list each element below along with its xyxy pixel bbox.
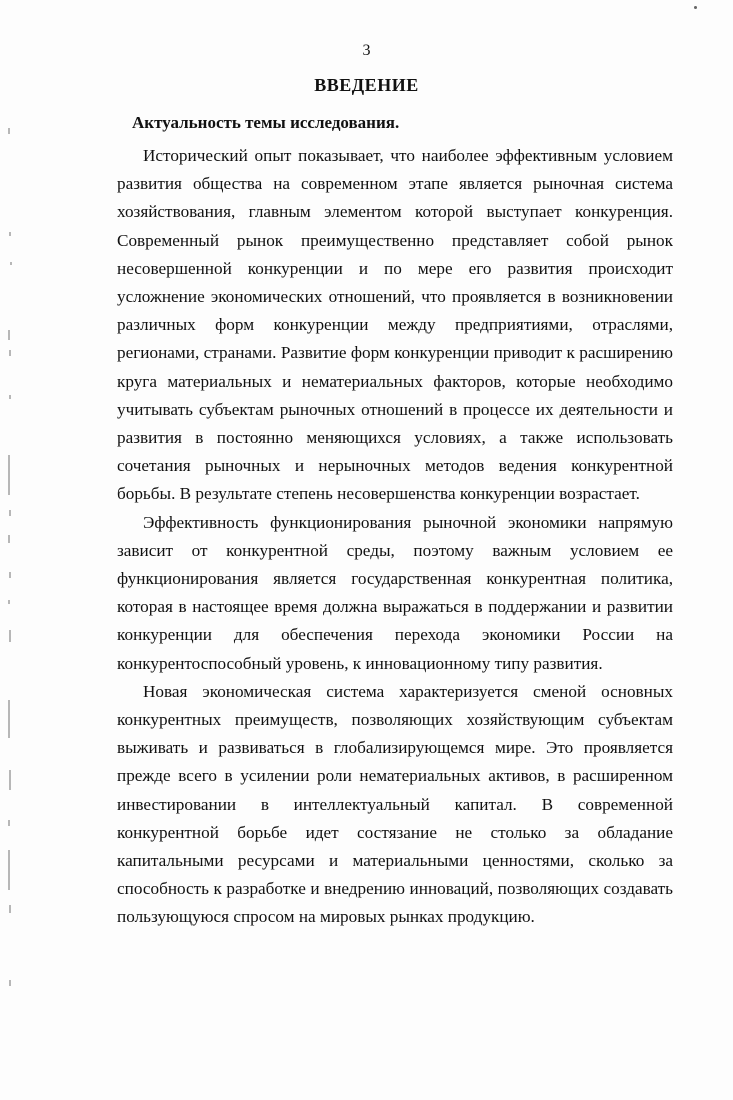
body-text [117, 142, 673, 932]
paragraph-2: Эффективность функционирования рыночной экономики напрямую зависит от конкурентной среды, поэтому важным условием ее функционирования является государственная конкурентная политика, которая в настоящее время должна выражаться в поддержании и развитии конкуренции для обеспечения перехода экономики России на конкурентоспособный уровень, к инновационному типу развития. [117, 512, 673, 673]
subsection-heading: Актуальность темы исследования. [132, 113, 400, 132]
paragraph-3: Новая экономическая система характеризуется сменой основных конкурентных преимуществ, позволяющих хозяйствующим субъектам выживать и развиваться в глобализирующемся мире. Это проявляется прежде всего в усилении роли нематериальных активов, в расширенном инвестировании в интеллектуальный капитал. В современной конкурентной борьбе идет состязание не столько за обладание капитальными ресурсами и материальными ценностями, сколько за способность к разработке и внедрению инноваций, позволяющих создавать пользующуюся спросом на мировых рынках продукцию. [117, 681, 673, 927]
scan-artifact [694, 6, 697, 9]
paragraph-1: Исторический опыт показывает, что наиболее эффективным условием развития общества на современном этапе является рыночная система хозяйствования, главным элементом которой выступает конкуренция. Современный рынок преимущественно представляет собой рынок несовершенной конкуренции и по мере его развития происходит усложнение экономических отношений, что проявляется в возникновении различных форм конкуренции между предприятиями, отраслями, регионами, странами. Развитие форм конкуренции приводит к расширению круга материальных и нематериальных факторов, которые необходимо учитывать субъектам рыночных отношений в процессе их деятельности и развития в постоянно меняющихся условиях, а также использовать сочетания рыночных и нерыночных методов ведения конкурентной борьбы. В результате степень несовершенства конкуренции возрастает. [117, 146, 673, 504]
scan-margin-artifacts [0, 0, 20, 1100]
section-heading: ВВЕДЕНИЕ [314, 75, 419, 95]
page-number: 3 [362, 42, 371, 59]
